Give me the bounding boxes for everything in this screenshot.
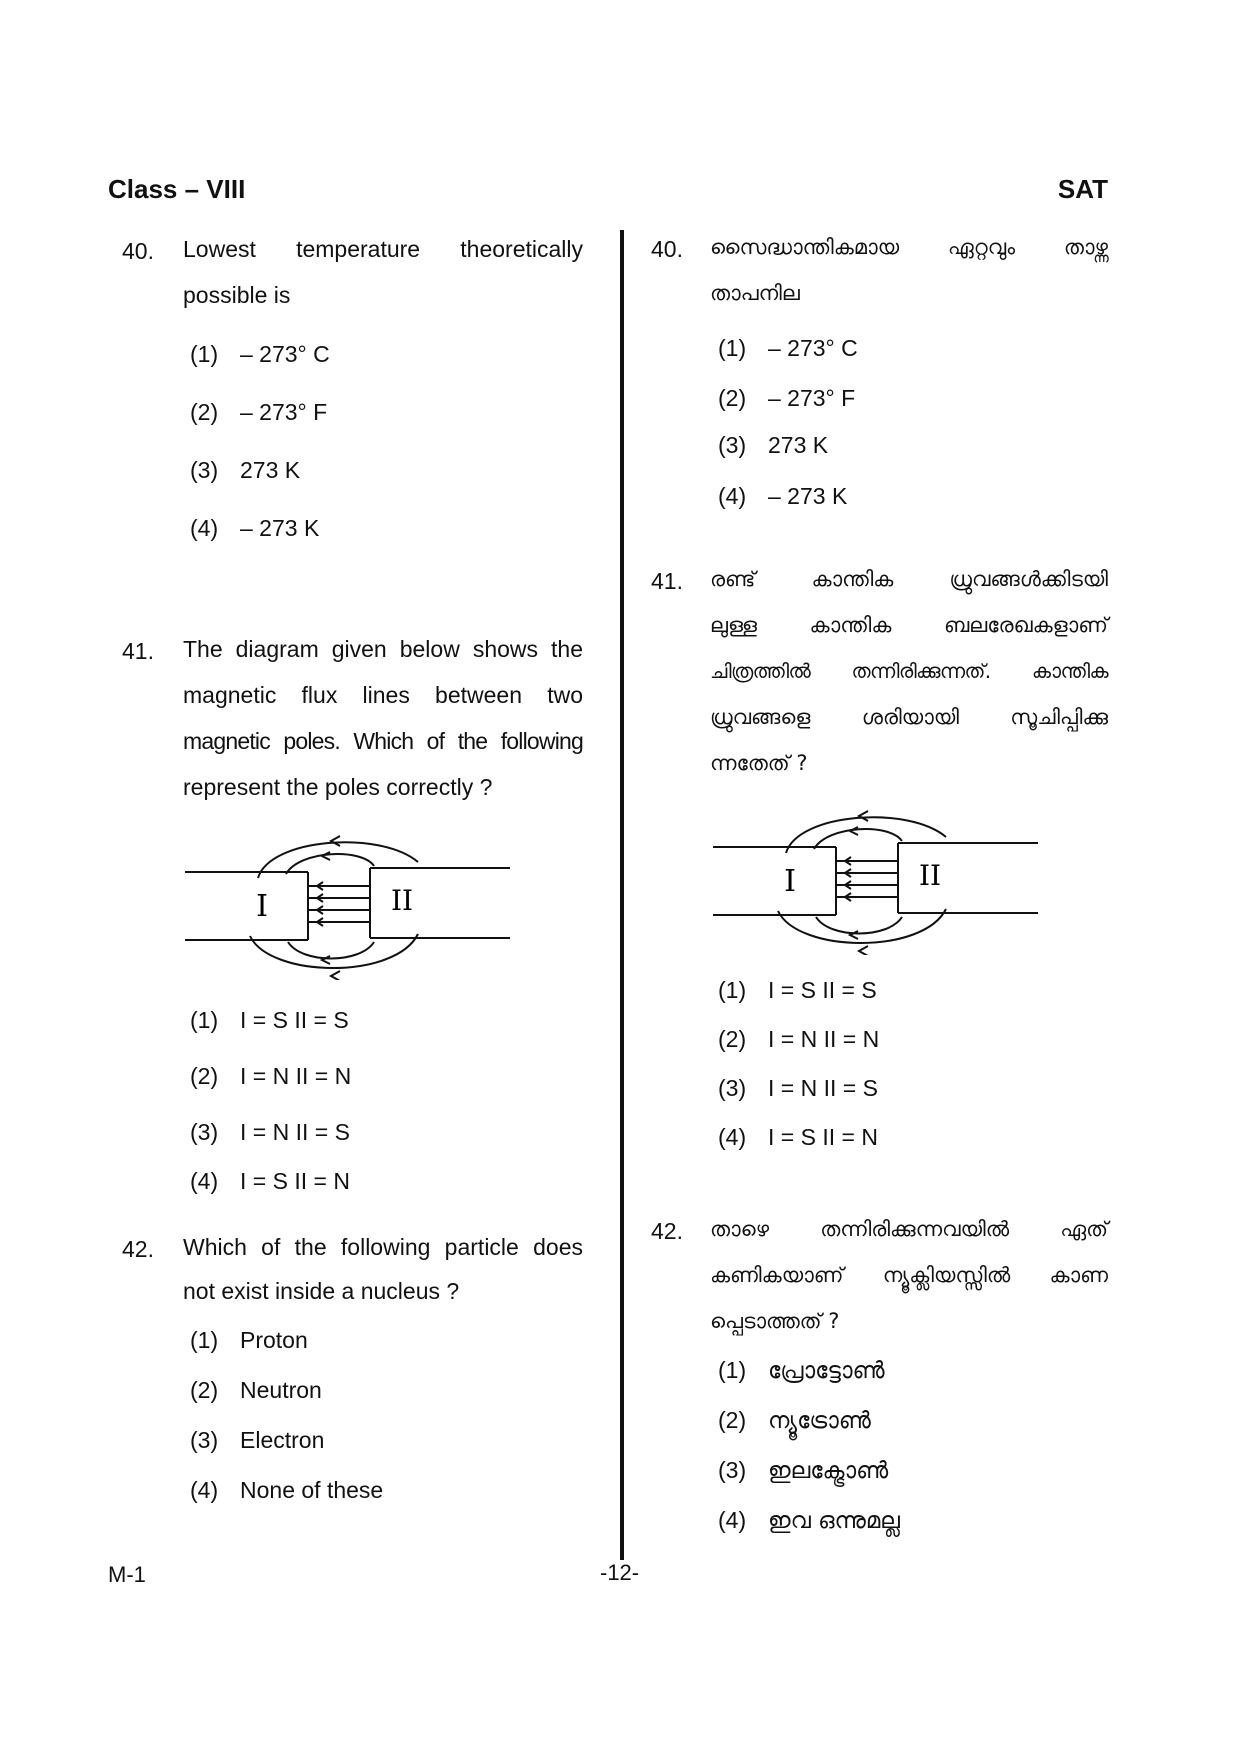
- option-4: (4) ഇവ ഒന്നുമല്ല: [718, 1507, 900, 1534]
- option-3: (3) ഇലക്ട്രോൺ: [718, 1457, 889, 1484]
- option-1: (1) – 273° C: [190, 341, 330, 367]
- arrowhead-icon: [331, 971, 340, 980]
- question-text-line: represent the poles correctly ?: [183, 774, 493, 800]
- option-1: (1) I = S II = S: [190, 1007, 349, 1033]
- option-3: (3) 273 K: [190, 457, 301, 483]
- question-text-line: ചിത്രത്തിൽ തന്നിരിക്കുന്നത്. കാന്തിക: [710, 659, 1108, 683]
- option-2: (2) Neutron: [190, 1377, 322, 1403]
- question-text-line: magnetic flux lines between two: [183, 682, 583, 708]
- question-text-line: possible is: [183, 282, 291, 308]
- arrowhead-icon: [859, 811, 868, 821]
- option-2: (2) I = N II = N: [190, 1063, 352, 1089]
- magnetic-flux-diagram: [708, 805, 1043, 955]
- pole-label-left: I: [784, 864, 796, 899]
- question-text-line: not exist inside a nucleus ?: [183, 1278, 460, 1304]
- option-3: (3) 273 K: [718, 432, 829, 458]
- option-2: (2) – 273° F: [190, 399, 328, 425]
- option-2: (2) – 273° F: [718, 385, 856, 411]
- arrowhead-icon: [850, 827, 858, 835]
- question-text-line: രണ്ട് കാന്തിക ധ്രുവങ്ങൾക്കിടയി: [710, 567, 1108, 591]
- question-number: 40.: [651, 236, 683, 262]
- arrowhead-icon: [322, 852, 330, 860]
- option-1: (1) Proton: [190, 1327, 308, 1353]
- pole-label-right: II: [390, 884, 414, 917]
- question-number: 42.: [651, 1218, 683, 1244]
- page-number: -12-: [600, 1560, 640, 1585]
- flux-line-inner-bottom: [288, 942, 374, 959]
- pole-label-right: II: [918, 859, 942, 892]
- exam-label: SAT: [1057, 174, 1108, 204]
- magnetic-flux-diagram: [180, 830, 515, 980]
- paper-code: M-1: [108, 1562, 146, 1587]
- option-1: (1) പ്രോട്ടോൺ: [718, 1357, 885, 1384]
- question-number: 40.: [122, 238, 154, 264]
- question-text-line: Lowest temperature theoretically: [183, 236, 583, 262]
- option-4: (4) – 273 K: [190, 515, 320, 541]
- option-1: (1) – 273° C: [718, 335, 858, 361]
- option-4: (4) I = S II = N: [190, 1168, 350, 1194]
- column-divider: [620, 230, 624, 1560]
- question-text-line: സൈദ്ധാന്തികമായ ഏറ്റവും താഴ്ന്ന: [710, 235, 1108, 259]
- option-4: (4) None of these: [190, 1477, 384, 1503]
- option-2: (2) ന്യൂട്രോൺ: [718, 1407, 871, 1434]
- option-3: (3) I = N II = S: [190, 1119, 350, 1145]
- question-number: 41.: [122, 638, 154, 664]
- question-text-line: ധ്രുവങ്ങളെ ശരിയായി സൂചിപ്പിക്കു: [710, 705, 1108, 729]
- option-3: (3) Electron: [190, 1427, 325, 1453]
- arrowhead-icon: [859, 946, 868, 955]
- option-3: (3) I = N II = S: [718, 1075, 878, 1101]
- question-text-line: The diagram given below shows the: [183, 636, 583, 662]
- question-text-line: ന്നതേത് ?: [710, 751, 808, 775]
- question-number: 42.: [122, 1236, 154, 1262]
- question-text-line: പ്പെടാത്തത് ?: [710, 1309, 840, 1333]
- question-text-line: കണികയാണ് ന്യൂക്ലിയസ്സിൽ കാണ: [710, 1263, 1108, 1287]
- option-1: (1) I = S II = S: [718, 977, 877, 1003]
- arrowhead-icon: [331, 836, 340, 846]
- question-text-line: Which of the following particle does: [183, 1234, 583, 1260]
- option-4: (4) I = S II = N: [718, 1124, 878, 1150]
- question-number: 41.: [651, 568, 683, 594]
- pole-label-left: I: [256, 889, 268, 924]
- option-2: (2) I = N II = N: [718, 1026, 880, 1052]
- class-label: Class – VIII: [108, 174, 246, 204]
- question-text-line: magnetic poles. Which of the following: [183, 728, 583, 754]
- flux-line-inner-bottom: [816, 917, 902, 934]
- question-text-line: താഴെ തന്നിരിക്കുന്നവയിൽ ഏത്: [710, 1217, 1108, 1241]
- question-text-line: ലുള്ള കാന്തിക ബലരേഖകളാണ്: [710, 613, 1108, 637]
- option-4: (4) – 273 K: [718, 483, 848, 509]
- question-text-line: താപനില: [710, 281, 800, 305]
